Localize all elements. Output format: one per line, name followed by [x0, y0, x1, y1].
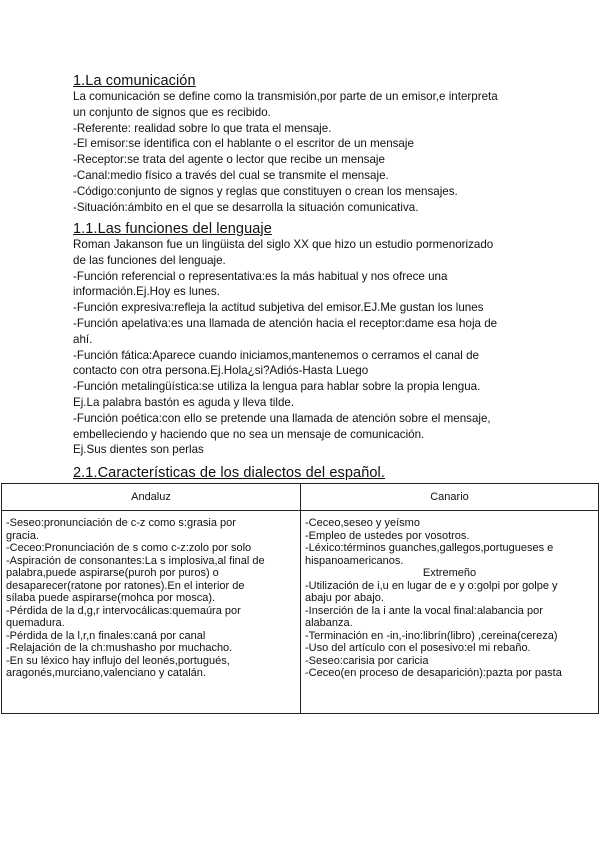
dialects-table	[1, 483, 599, 714]
list-item: -Pérdida de la l,r,n finales:caná por canal	[6, 629, 206, 642]
list-item: -Utilización de i,u en lugar de e y o:golpi por golpe y	[305, 579, 558, 592]
list-item: alabanza.	[305, 617, 353, 629]
text-line: -Función fática:Aparece cuando iniciamos,mantenemos o cerramos el canal de	[73, 348, 479, 362]
list-item: aragonés,murciano,valenciano y catalán.	[6, 667, 206, 679]
text-line: de las funciones del lenguaje.	[73, 253, 226, 267]
text-line: información.Ej.Hoy es lunes.	[73, 285, 220, 299]
list-item: -Empleo de ustedes por vosotros.	[305, 529, 470, 542]
list-item: sílaba puede aspirarse(mohca por mosca).	[6, 592, 216, 604]
text-line: Ej.La palabra bastón es aguda y lleva tilde.	[73, 395, 295, 409]
table-header-row	[2, 484, 599, 511]
list-item: gracia.	[6, 529, 40, 542]
heading-communication: 1.La comunicación	[73, 73, 196, 89]
text-line: Roman Jakanson fue un lingüista del siglo XX que hizo un estudio pormenorizado	[73, 238, 494, 251]
cell-canario	[301, 511, 599, 714]
list-item: desaparecer(ratone por ratones).En el interior de	[6, 579, 245, 592]
text-line: -Función metalingüística:se utiliza la lengua para hablar sobre la propia lengua.	[73, 380, 481, 394]
column-header-canario: Canario	[301, 484, 599, 511]
subheading-extremeno: Extremeño	[422, 567, 477, 579]
list-item: -En su léxico hay influjo del leonés,portugués,	[6, 654, 230, 667]
text-line: La comunicación se define como la transmisión,por parte de un emisor,e interpreta	[73, 90, 498, 103]
list-item: abaju por abajo.	[305, 592, 384, 604]
text-line: -Función poética:con ello se pretende una llamada de atención sobre el mensaje,	[73, 411, 491, 425]
list-item: -Uso del artículo con el posesivo:el mi rebaño.	[305, 642, 531, 654]
text-line: -Código:conjunto de signos y reglas que constituyen o crean los mensajes.	[73, 184, 458, 198]
table-row	[2, 511, 599, 714]
text-line: -Canal:medio físico a través del cual se transmite el mensaje.	[73, 168, 389, 182]
paragraph-communication	[73, 89, 533, 215]
text-line: embelleciendo y haciendo que no sea un mensaje de comunicación.	[73, 427, 425, 441]
text-line: -Referente: realidad sobre lo que trata el mensaje.	[73, 121, 332, 135]
list-item: -Relajación de la ch:mushasho por muchacho.	[6, 642, 233, 654]
cell-andaluz	[2, 511, 301, 714]
text-line: Ej.Sus dientes son perlas	[73, 443, 204, 457]
list-item: -Aspiración de consonantes:La s implosiva,al final de	[6, 554, 265, 567]
text-line: -Función expresiva:refleja la actitud subjetiva del emisor.EJ.Me gustan los lunes	[73, 301, 484, 315]
section-language-functions	[73, 221, 533, 458]
list-item: -Pérdida de la d,g,r intervocálicas:quemaúra por	[6, 604, 241, 617]
paragraph-language-functions	[73, 237, 533, 458]
list-item: -Léxico:términos guanches,gallegos,portugueses e	[305, 542, 554, 554]
heading-dialects: 2.1.Características de los dialectos del español.	[73, 465, 385, 481]
text-line: contacto con otra persona.Ej.Hola¿si?Adiós-Hasta Luego	[73, 364, 369, 378]
heading-language-functions: 1.1.Las funciones del lenguaje	[73, 221, 272, 237]
text-line: ahí.	[73, 332, 93, 346]
text-line: -Función apelativa:es una llamada de atención hacia el receptor:dame esa hoja de	[73, 316, 498, 330]
text-line: -El emisor:se identifica con el hablante o el escritor de un mensaje	[73, 137, 414, 151]
section-dialects	[73, 465, 533, 481]
list-item: -Inserción de la i ante la vocal final:alabancia por	[305, 604, 543, 617]
section-communication	[73, 73, 533, 215]
text-line: -Función referencial o representativa:es la más habitual y nos ofrece una	[73, 269, 448, 283]
list-item: hispanoamericanos.	[305, 554, 404, 567]
list-item: quemadura.	[6, 617, 65, 629]
text-line: -Situación:ámbito en el que se desarrolla la situación comunicativa.	[73, 200, 419, 214]
list-item: -Seseo:pronunciación de c-z como s:grasia por	[6, 517, 236, 529]
text-line: -Receptor:se trata del agente o lector que recibe un mensaje	[73, 153, 385, 167]
list-item: -Terminación en -in,-ino:librín(libro) ,cereina(cereza)	[305, 629, 558, 642]
list-item: palabra,puede aspirarse(puroh por puros) o	[6, 567, 219, 579]
list-item: -Seseo:carisia por caricia	[305, 654, 429, 667]
list-item: -Ceceo:Pronunciación de s como c-z:zolo por solo	[6, 542, 252, 554]
column-header-andaluz: Andaluz	[2, 484, 301, 511]
list-item: -Ceceo(en proceso de desaparición):pazta por pasta	[305, 667, 562, 679]
text-line: un conjunto de signos que es recibido.	[73, 105, 271, 119]
list-item: -Ceceo,seseo y yeísmo	[305, 517, 420, 529]
